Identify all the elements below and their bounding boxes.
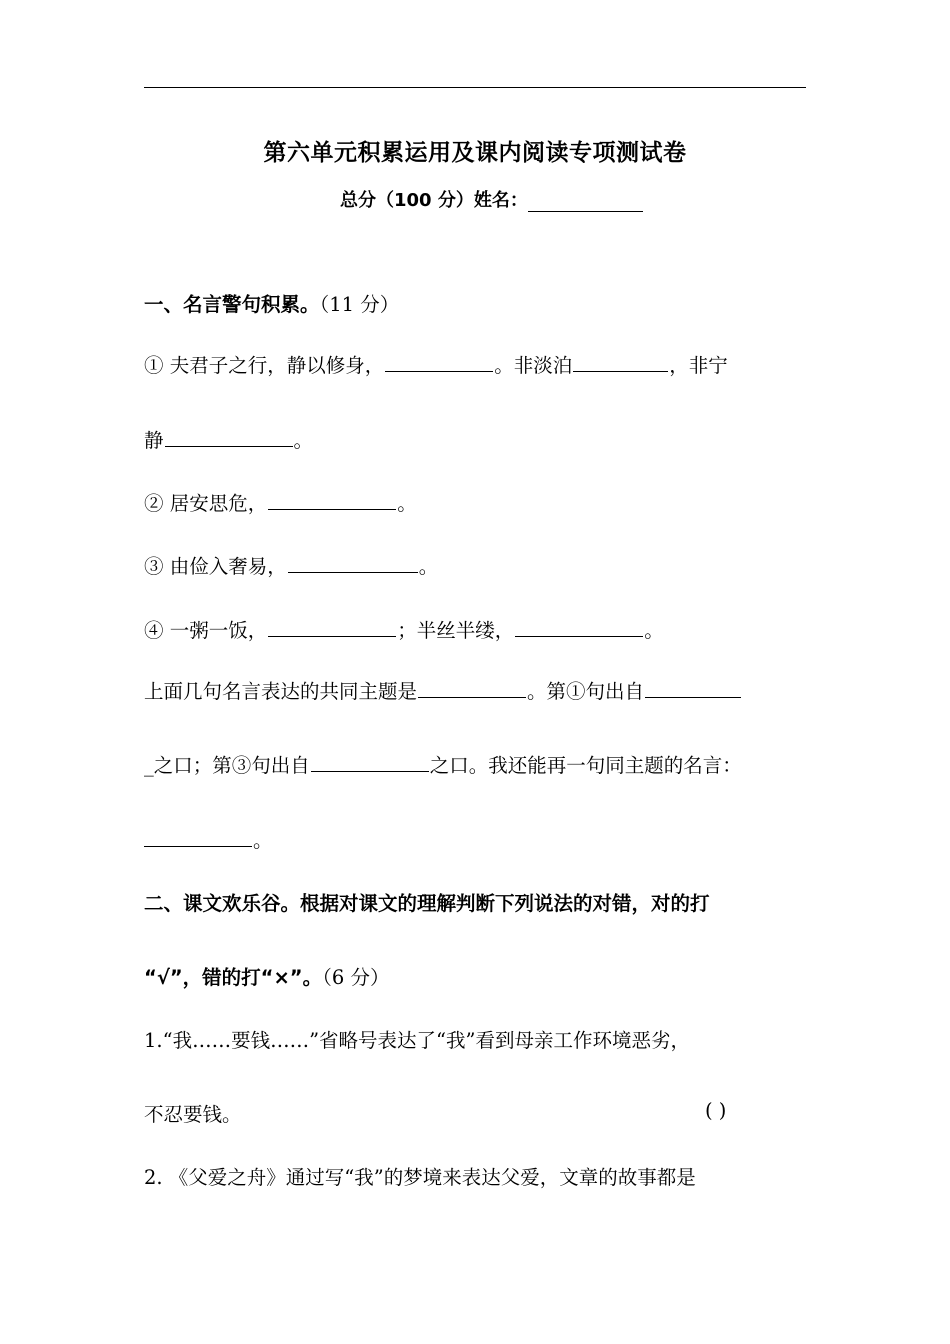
theme-blank-1[interactable] xyxy=(418,679,526,698)
q4-text-a: ④ 一粥一饭， xyxy=(144,619,268,642)
q2-blank[interactable] xyxy=(268,491,396,510)
top-rule xyxy=(144,87,806,88)
theme-line2 xyxy=(144,750,742,778)
item2-line1: 2. 《父爱之舟》通过写“我”的梦境来表达父爱，文章的故事都是 xyxy=(144,1166,696,1189)
theme-text-d: 之口。我还能再一句同主题的名言： xyxy=(429,754,742,777)
q3-text-a: ③ 由俭入奢易， xyxy=(144,555,287,578)
section2-heading-line1: 二、课文欢乐谷。根据对课文的理解判断下列说法的对错，对的打 xyxy=(144,892,710,915)
q1-line1 xyxy=(144,350,728,378)
q1-blank-2[interactable] xyxy=(573,353,668,372)
section1-heading xyxy=(144,289,399,317)
q1-blank-3[interactable] xyxy=(165,428,293,447)
theme-text-b: 。第①句出自 xyxy=(527,680,645,703)
q1-text-a: ① 夫君子之行，静以修身， xyxy=(144,354,385,377)
theme-blank-3[interactable] xyxy=(311,753,429,772)
score-name-line xyxy=(340,186,643,212)
q2-line xyxy=(144,488,417,516)
theme-blank-2[interactable] xyxy=(645,679,741,698)
item1-line1: 1.“我……要钱……”省略号表达了“我”看到母亲工作环境恶劣， xyxy=(144,1029,690,1052)
section1-score: （11 分） xyxy=(319,293,400,316)
theme-line3 xyxy=(144,825,273,853)
q1-text-c: ，非宁 xyxy=(669,354,728,377)
section2-score: （6 分） xyxy=(322,966,390,989)
q1-line2 xyxy=(144,425,313,453)
q1-text-d: 静 xyxy=(144,429,164,452)
q3-line xyxy=(144,551,438,579)
theme-text-e: 。 xyxy=(253,829,273,852)
q4-line xyxy=(144,615,664,643)
section2-heading-line2 xyxy=(144,962,389,990)
theme-line1 xyxy=(144,676,742,704)
q4-text-c: 。 xyxy=(644,619,664,642)
item1-answer-paren[interactable]: ( ) xyxy=(705,1099,727,1122)
q1-blank-1[interactable] xyxy=(385,353,493,372)
q2-text-b: 。 xyxy=(397,492,417,515)
section2-heading-text: “√”，错的打“×”。 xyxy=(144,966,323,989)
q2-text-a: ② 居安思危， xyxy=(144,492,268,515)
theme-text-a: 上面几句名言表达的共同主题是 xyxy=(144,680,418,703)
q4-text-b: ；半丝半缕， xyxy=(397,619,515,642)
theme-blank-4[interactable] xyxy=(144,828,252,847)
subtitle-text: 总分（100 分）姓名： xyxy=(340,190,528,211)
q1-text-b: 。非淡泊 xyxy=(494,354,573,377)
section1-heading-text: 一、名言警句积累。 xyxy=(144,293,320,316)
q3-blank[interactable] xyxy=(288,554,418,573)
item1-line2: 不忍要钱。 xyxy=(144,1103,242,1126)
q4-blank-1[interactable] xyxy=(268,618,396,637)
page-title: 第六单元积累运用及课内阅读专项测试卷 xyxy=(263,140,687,166)
q3-text-b: 。 xyxy=(418,555,439,578)
q4-blank-2[interactable] xyxy=(515,618,643,637)
theme-text-c: _之口；第③句出自 xyxy=(144,754,310,777)
q1-text-e: 。 xyxy=(293,429,314,452)
name-blank[interactable] xyxy=(528,191,643,212)
